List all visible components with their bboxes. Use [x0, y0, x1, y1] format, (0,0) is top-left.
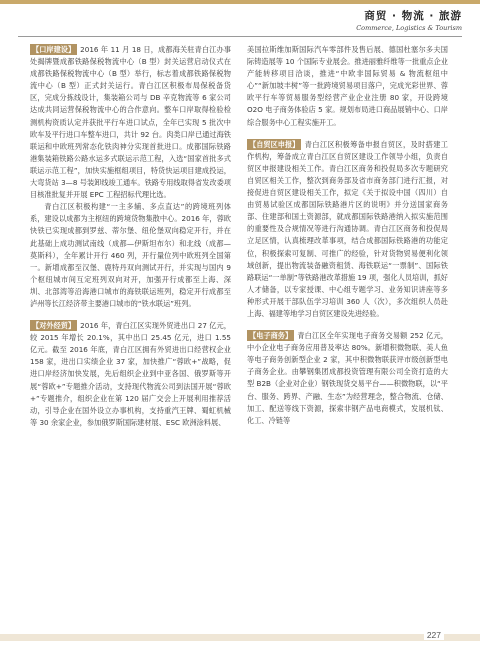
header-divider	[18, 36, 462, 37]
section-title-cn: 商贸 · 物流 · 旅游	[364, 10, 462, 22]
section-tag: 【 对外经贸 】	[30, 320, 77, 331]
paragraph-text: 青白江区全年实现电子商务交易额 252 亿元，中小企业电子商务应用普及率达 80%。新增积微物联、美人鱼等电子商务创新型企业 2 家，其中积微物联获评市级创新型电子商务企业。由攀钢集团成都投资管理有限公司全资打造的大型 B2B（企业对企业）钢铁现货交易平台——积微物联，以“平台、服务、跨界、产融、生态”为经营理念，整合物流、仓储、加工、配送等线下资源，探索非钢产品电商模式，发展机钛、化工、冷链等	[247, 331, 448, 425]
footer-band	[0, 634, 480, 641]
section-title-en: Commerce, Logistics & Tourism	[356, 24, 462, 32]
section-tag: 【 自贸区申报 】	[247, 139, 301, 150]
paragraph-foreign-trade	[30, 320, 231, 429]
paragraph-text: 2016 年，青白江区实现外贸进出口 27 亿元，较 2015 年增长 20.1%，其中出口 25.45 亿元，进口 1.55 亿元。截至 2016 年底，青白江区拥有外贸进出口经营权企业 158 家，进出口实绩企业 37 家，加快推广“蓉欧+”战略，促进口岸经济加快发展，先后组织企业到中亚各国、俄罗斯等开展“蓉欧+”专题推介活动，支持现代物流公司到法国开展“蓉欧+”专题推介，组织企业在第 120 届广交会上开展利用推荐活动，引导企业在国外设立办事机构，支持重汽王牌、蜀虹机械等 30 余家企业，参加俄罗斯国际建材展、ESC 欧洲涂料展、	[30, 321, 231, 427]
top-decorative-band	[0, 0, 480, 4]
paragraph-ecommerce	[247, 330, 448, 427]
page-header	[356, 8, 462, 32]
paragraph-text: 2016 年 11 月 18 日，成都海关驻青白江办事处揭牌暨成都铁路保税物流中心（B 型）封关运营启动仪式在成都铁路保税物流中心（B 型）举行，标志着成都铁路保税物流中心（B 型）正式封关运行。青白江区积极布局保税备货区，完成分拣线设计，集装箱公司与 DB 辛克物流等 6 家公司达成共同运营保税物流中心的合作意向。整车口岸取得检验检测机构资质认定并获批平行车进口试点，全年已实现 5 批次中欧车及平行进口车整车进口，共计 92 台。肉类口岸已通过海铁联运和中欧班列常态化铁肉神分实现首批进口。成都国际铁路港集装箱铁路公路水运多式联运示范工程，入选“国家首批多式联运示范工程”，加快实施框组项目，特货快运项目建成投运，大弯货站 3—8 号装卸线竣工通车。铁路专用线取得省发改委项目核准批复并开展 EPC 工程招标代理比选。	[30, 45, 231, 200]
paragraph-continued	[247, 44, 448, 129]
section-tag: 【 电子商务 】	[247, 330, 294, 341]
paragraph-text: 青白江区积极筹备申报自贸区，及时搭建工作机构，筹备成立青白江区自贸区建设工作领导小组，负责自贸区申报建设相关工作。青白江区商务和投促局多次专题研究自贸区相关工作，整次到商务部及省市商务部门进行汇报，对接促进自贸区建设相关工作，拟定《关于拟设中国（四川）自由贸易试验区成都国际铁路港片区的说明》并分送国家商务部、住建部和国土资源部，就成都国际铁路港纳入拟实施范围的重要性及合规情况等进行沟通协调。青白江区商务和投促局立足区情，认真梳理改革事项，结合成都国际铁路港的功能定位，积极探索可复制、可推广的经验，针对货物贸易便利化领域创新，提出物流装备融资租赁、海铁联运“一票制”、国际铁路联运“一单制”等铁路港改革措施 19 项，强化人员培训，抓好人才储备，以专家授课、中心组专题学习、业务知识讲座等多种形式开展干部队伍学习培训 360 人（次），多次组织人员赴上海、福建等地学习自贸区建设先进经验。	[247, 139, 448, 318]
left-column	[30, 44, 231, 429]
paragraph-free-trade-zone	[247, 139, 448, 320]
paragraph-port-construction	[30, 44, 231, 201]
paragraph-rail-system	[30, 201, 231, 310]
paragraph-text: 青白江区积极构建“一主多辅、多点直达”的跨境班列体系，建设以成都为主枢纽的跨境货物集散中心。2016 年，蓉欧快铁已实现成都到罗兹、蒂尔堡、纽伦堡双向稳定开行，并在此基础上成功测试南线（成都—伊斯坦布尔）和北线（成都—莫斯科），全年累计开行 460 列，开行量位列中欧班列全国第一。新增成都至汉堡、鹿特丹双向测试开行，并实现与国内 9 个枢纽城市间互定班列双向对开，加强开行成都至上海、深圳、北部湾等沿海港口城市的海铁联运班列，稳定开行成都至泸州等长江经济带主要港口城市的“铁水联运”班列。	[30, 202, 231, 308]
right-column	[247, 44, 448, 427]
page-number: 227	[424, 630, 444, 640]
paragraph-text: 美国拉斯维加斯国际汽车零部件及售后展、德国杜塞尔多夫国际铸造展等 10 个国际专业展会。推进丽雅纤维等一批重点企业产能转移项目洽谈，推进“中欧非国际贸易 & 物流枢纽中心”“新加坡丰树”等一批跨境贸易项目落户，完成光彩世界、蓉欧平行车等贸易服务型经营产业企业注册 80 家，开设跨境 O2O 电子商务体验店 5 家。规划布局进口商品展销中心、口岸综合服务中心工程实施开工。	[247, 45, 448, 127]
section-tag: 【 口岸建设 】	[30, 44, 77, 55]
